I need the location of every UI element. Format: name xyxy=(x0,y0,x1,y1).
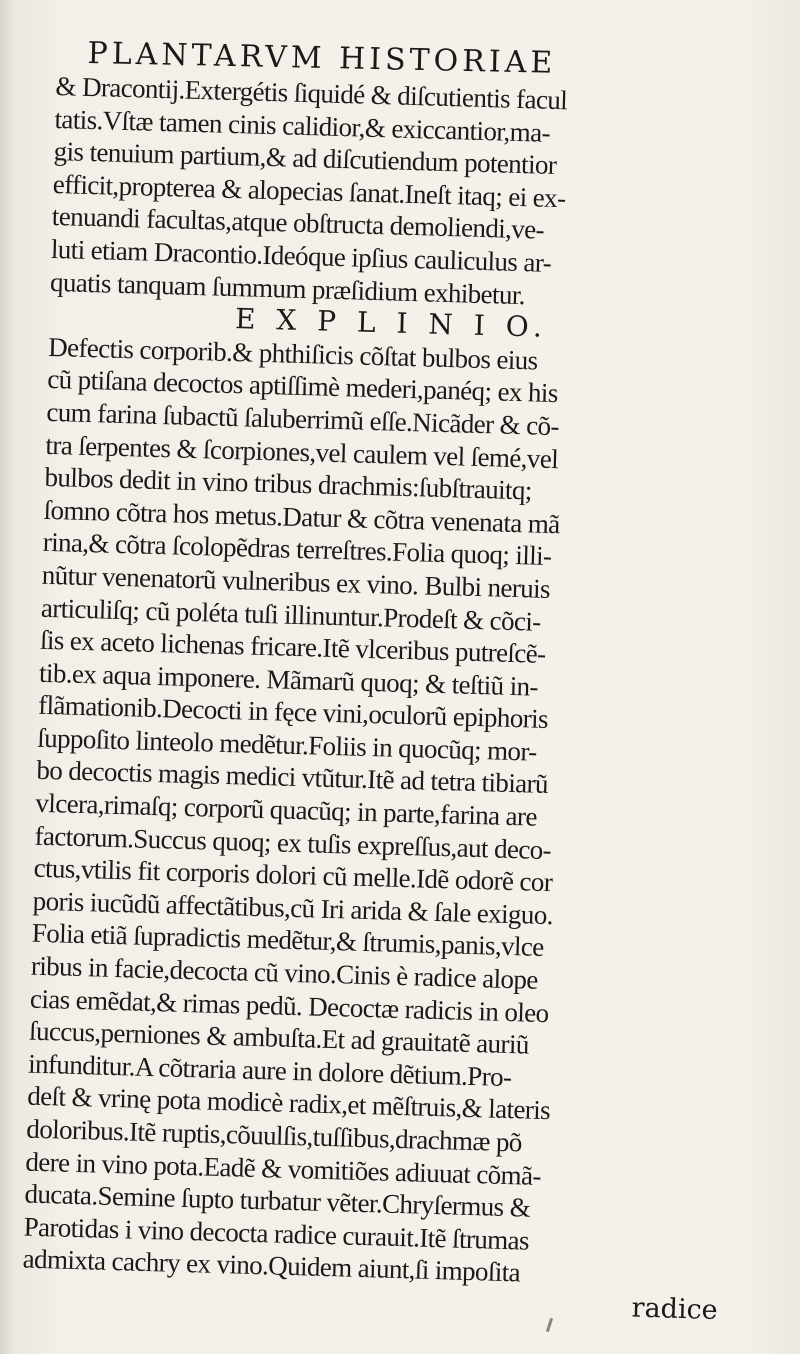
text-line: tatis.Vſtæ tamen cinis calidior,& exiccantior,ma- xyxy=(54,103,551,148)
text-line: ſuccus,perniones & ambuſta.Et ad grauitatẽ auriũ xyxy=(28,1015,530,1060)
text-line: ducata.Semine ſupto turbatur vẽter.Chryſermus & xyxy=(24,1178,531,1223)
text-line: tra ſerpentes & ſcorpiones,vel caulem vel ſemé,vel xyxy=(45,429,559,474)
paragraph-2 xyxy=(22,331,768,1296)
text-line: bo decoctis magis medici vtũtur.Itẽ ad tetra tibiarũ xyxy=(36,755,549,800)
text-line: & Dracontij.Extergétis ſiquidé & diſcutientis facul xyxy=(55,70,568,116)
text-line: tib.ex aqua imponere. Mãmarũ quoq; & teſtiũ in- xyxy=(38,657,539,702)
text-line: rina,& cõtra ſcolopẽdras terreſtres.Folia quoq; illi- xyxy=(42,527,552,572)
text-line: cũ ptiſana decoctos aptiſſimè mederi,panéq; ex his xyxy=(46,364,559,409)
text-line: flãmationib.Decocti in fęce vini,oculorũ epiphoris xyxy=(37,690,549,735)
catchword: radice xyxy=(631,1292,719,1326)
text-line: cum farina ſubactũ ſaluberrimũ eſſe.Nicãder & cõ- xyxy=(46,396,560,442)
text-line: ctus,vtilis fit corporis dolori cũ melle.Idẽ odorẽ cor xyxy=(33,852,553,898)
page-gutter-shadow xyxy=(0,0,14,1354)
text-line: Parotidas i vino decocta radice curauit.Itẽ ſtrumas xyxy=(23,1211,530,1256)
text-line: tenuandi facultas,atque obſtructa demoliendi,ve- xyxy=(51,201,545,246)
text-line: ſomno cõtra hos metus.Datur & cõtra venenata mã xyxy=(43,494,561,539)
text-line: articuliſq; cũ poléta tuſi illinuntur.Prodeſt & cõci- xyxy=(40,592,542,637)
body-text xyxy=(21,70,775,1328)
text-line: factorum.Succus quoq; ex tuſis expreſſus,aut deco- xyxy=(34,820,552,865)
text-line: nũtur venenatorũ vulneribus ex vino. Bulbi neruis xyxy=(41,559,551,604)
text-line: luti etiam Dracontio.Ideóque ipſius cauliculus ar- xyxy=(50,233,552,278)
running-head: PLANTARVM HISTORIAE xyxy=(87,36,557,81)
text-line: deſt & vrinę pota modicè radix,et mẽſtruis,& lateris xyxy=(26,1081,551,1126)
text-line: Folia etiã ſupradictis medẽtur,& ſtrumis,panis,vlce xyxy=(31,918,545,963)
text-line: doloribus.Itẽ ruptis,cõuulſis,tuſſibus,drachmæ põ xyxy=(26,1113,523,1158)
text-line: ribus in facie,decocta cũ vino.Cinis è radice alope xyxy=(30,950,539,995)
text-line: vlcera,rimaſq; corporũ quacũq; in parte,farina are xyxy=(35,787,538,832)
text-line: admixta cachry ex vino.Quidem aiunt,ſi impoſita xyxy=(22,1243,521,1288)
text-line: bulbos dedit in vino tribus drachmis:ſubſtrauitq; xyxy=(44,461,533,506)
text-line: Defectis corporib.& phthiſicis cõſtat bulbos eius xyxy=(47,331,539,376)
text-line: dere in vino pota.Eadẽ & vomitiões adiuuat cõmã- xyxy=(25,1146,542,1191)
text-line: efficit,propterea & alopecias ſanat.Ineſt itaq; ei ex- xyxy=(52,168,566,214)
text-line: ſuppoſito linteolo medẽtur.Foliis in quocũq; mor- xyxy=(36,722,538,767)
paragraph-1 xyxy=(50,70,776,318)
text-line: poris iucũdũ affectãtibus,cũ Iri arida & ſale exiguo. xyxy=(32,885,554,931)
text-line: ſis ex aceto lichenas fricare.Itẽ vlceribus putreſcẽ- xyxy=(39,624,546,669)
text-line: quatis tanquam ſummum præſidium exhibetur. xyxy=(49,266,526,310)
text-line: gis tenuium partium,& ad diſcutiendum potentior xyxy=(53,136,557,181)
text-line: cias emẽdat,& rimas pedũ. Decoctæ radicis in oleo xyxy=(29,983,549,1028)
text-line: infunditur.A cõtraria aure in dolore dẽtium.Pro- xyxy=(27,1048,512,1092)
section-heading: E X P L I N I O. xyxy=(234,302,549,344)
